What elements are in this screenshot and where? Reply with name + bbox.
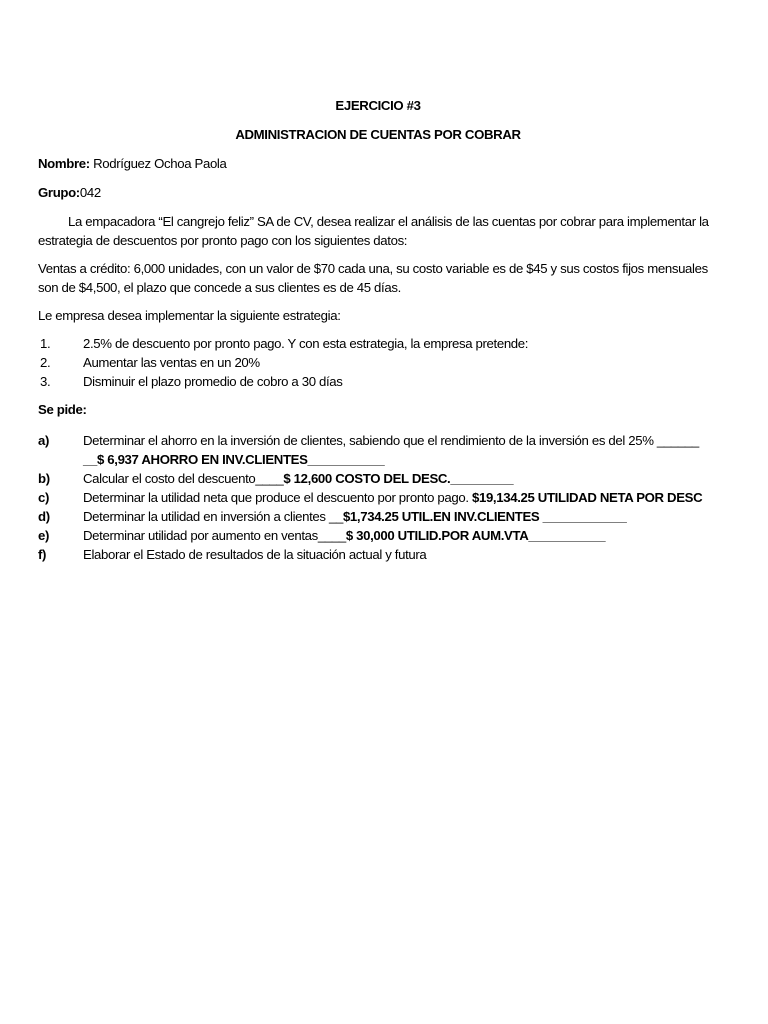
name-value: Rodríguez Ochoa Paola <box>89 156 227 171</box>
list-marker: c) <box>38 490 50 505</box>
answer-text: $1,734.25 UTIL.EN INV.CLIENTES ____________ <box>342 509 627 524</box>
sales-data-paragraph: Ventas a crédito: 6,000 unidades, con un valor de $70 cada una, su costo variable es de $45 y sus costos fijos mensuales son de $4,500, el plazo que concede a sus clientes es de 45 días. <box>38 261 708 295</box>
requested-label: Se pide: <box>38 402 87 417</box>
list-item <box>38 469 718 488</box>
name-line <box>38 154 718 173</box>
list-item <box>38 545 718 564</box>
answer-text: $ 12,600 COSTO DEL DESC._________ <box>283 471 514 486</box>
list-item-text: Determinar utilidad por aumento en ventas____ <box>83 528 346 543</box>
list-item-text: Determinar el ahorro en la inversión de clientes, sabiendo que el rendimiento de la inversión es del 25% ______ <box>83 433 699 448</box>
list-item-text: Elaborar el Estado de resultados de la situación actual y futura <box>83 547 427 562</box>
list-item <box>38 334 718 353</box>
list-item-text: Disminuir el plazo promedio de cobro a 30 días <box>83 374 343 389</box>
list-marker: f) <box>38 547 47 562</box>
intro-paragraph: La empacadora “El cangrejo feliz” SA de CV, desea realizar el análisis de las cuentas por cobrar para implementar la estrategia de descuentos por pronto pago con los siguientes datos: <box>38 214 709 248</box>
list-marker: 3. <box>40 374 51 389</box>
subject-title: ADMINISTRACION DE CUENTAS POR COBRAR <box>235 127 521 142</box>
list-item <box>38 431 718 469</box>
list-marker: 1. <box>40 336 51 351</box>
strategy-intro: Le empresa desea implementar la siguiente estrategia: <box>38 308 341 323</box>
list-marker: b) <box>38 471 50 486</box>
answer-text: __$ 6,937 AHORRO EN INV.CLIENTES___________ <box>83 452 385 467</box>
list-item-text: Calcular el costo del descuento____ <box>83 471 284 486</box>
strategy-list <box>38 334 718 391</box>
list-item <box>38 507 718 526</box>
group-value: 042 <box>79 185 101 200</box>
group-line <box>38 183 718 202</box>
list-item <box>38 353 718 372</box>
group-label: Grupo: <box>38 185 80 200</box>
list-item-text: Determinar la utilidad neta que produce el descuento por pronto pago. <box>83 490 472 505</box>
document-body <box>38 96 718 564</box>
list-marker: 2. <box>40 355 51 370</box>
list-marker: a) <box>38 433 50 448</box>
list-item-text: 2.5% de descuento por pronto pago. Y con esta estrategia, la empresa pretende: <box>83 336 529 351</box>
answer-text: $19,134.25 UTILIDAD NETA POR DESC <box>471 490 703 505</box>
list-item <box>38 488 718 507</box>
requested-list <box>38 431 718 564</box>
name-label: Nombre: <box>38 156 90 171</box>
list-item-text: Aumentar las ventas en un 20% <box>83 355 260 370</box>
list-marker: d) <box>38 509 50 524</box>
answer-text: $ 30,000 UTILID.POR AUM.VTA___________ <box>345 528 606 543</box>
list-marker: e) <box>38 528 50 543</box>
exercise-title: EJERCICIO #3 <box>335 98 421 113</box>
list-item <box>38 372 718 391</box>
list-item-text: Determinar la utilidad en inversión a clientes __ <box>83 509 343 524</box>
list-item <box>38 526 718 545</box>
